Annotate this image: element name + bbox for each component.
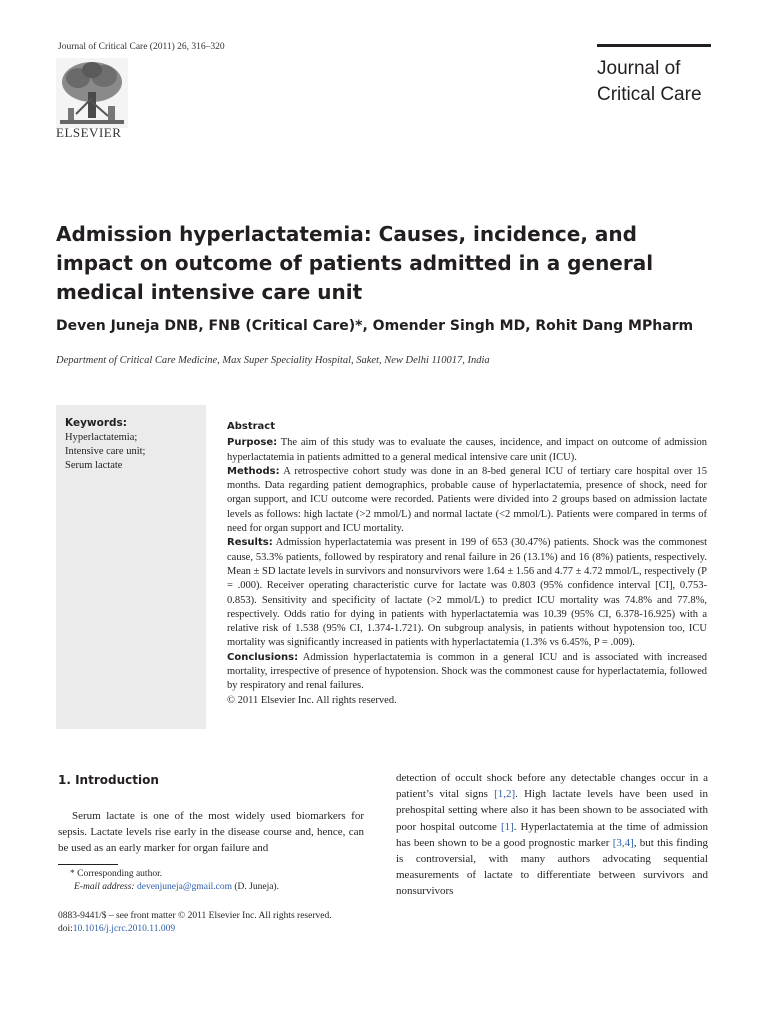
conclusions-label: Conclusions: [227,651,299,663]
front-matter-info [58,910,332,936]
section-heading-introduction: 1. Introduction [58,773,159,787]
abstract-results [227,536,707,650]
intro-text: , but this finding is controversial, with many authors advocating sequential measurements of lactate to differentiate between survivors and nonsurvivors [396,836,708,898]
methods-text: A retrospective cohort study was done in an 8-bed general ICU of tertiary care hospital over 15 months. Data regarding patient demographics, probable cause of hyperlactatemia, presence of shock, need for organ support, and ICU outcome were recorded. Patients were divided into 2 groups based on admission lactate levels as follows: high lactate (>2 mmol/L) and normal lactate (<2 mmol/L). Patients were compared in terms of need for organ support and ICU mortality. [227,465,707,535]
footnote-rule [58,864,118,865]
doi-label: doi: [58,924,73,934]
journal-title-line1: Journal of [597,58,681,79]
doi-link[interactable]: 10.1016/j.jcrc.2010.11.009 [72,924,176,934]
keywords-heading: Keywords: [65,417,127,429]
keyword-item: Intensive care unit; [65,446,146,457]
email-label: E-mail address: [74,882,135,892]
intro-text: . High lactate levels have been used in prehospital setting where also it has been shown to be associated with poor hospital outcome [396,788,708,833]
intro-paragraph-right [396,770,708,900]
reference-link[interactable]: [1,2] [494,788,516,801]
intro-text: . Hyperlactatemia at the time of admission has been shown to be a good prognostic marker [396,820,709,849]
journal-title-rule [597,44,711,47]
publisher-name: ELSEVIER [56,125,122,140]
issn-line: 0883-9441/$ – see front matter © 2011 Elsevier Inc. All rights reserved. [58,911,332,921]
methods-label: Methods: [227,465,280,477]
author-list: Deven Juneja DNB, FNB (Critical Care)*, Omender Singh MD, Rohit Dang MPharm [56,318,694,334]
email-suffix: (D. Juneja). [232,882,279,892]
email-link[interactable]: devenjuneja@gmail.com [136,882,232,892]
doi-line [58,923,332,936]
keywords-list [65,431,145,473]
email-line [58,881,364,894]
abstract-copyright: © 2011 Elsevier Inc. All rights reserved. [227,694,397,706]
reference-link[interactable]: [1] [500,820,514,833]
abstract [227,420,707,708]
intro-text: detection of occult shock before any detectable changes occur in a patient’s vital signs [396,772,708,801]
elsevier-tree-logo [56,58,128,128]
abstract-conclusions [227,651,707,694]
purpose-label: Purpose: [227,437,278,449]
results-text: Admission hyperlactatemia was present in 199 of 653 (30.47%) patients. Shock was the commonest cause, 53.3% patients, followed by respiratory and renal failure in 26 (13.1%) and 16 (8%) patients, respectively. Mean ± SD lactate levels in survivors and nonsurvivors were 1.64 ± 1.56 and 4.77 ± 4.72 mmol/L, respectively (P = .000). Receiver operating characteristic curve for lactate was 0.803 (95% confidence interval [CI], 0.753-0.853). Sensitivity and specificity of lactate (>2 mmol/L) to predict ICU mortality was 74.8% and 77.8%, respectively. Odds ratio for dying in patients with hyperlactatemia was 10.39 (95% CI, 6.378-16.925) with a relative risk of 1.538 (95% CI, 1.374-1.721). On subgroup analysis, in patients without hypotension too, ICU mortality was significantly increased in patients with hyperlactatemia (1.3% vs 6.45%, P = .009). [227,537,707,649]
journal-title [597,56,702,108]
purpose-text: The aim of this study was to evaluate the causes, incidence, and impact on outcome of admission hyperlactatemia in patients admitted to a general medical intensive care unit (ICU). [227,437,707,463]
abstract-methods [227,465,707,536]
author-affiliation: Department of Critical Care Medicine, Max Super Speciality Hospital, Saket, New Delhi 110017, India [56,355,490,366]
keyword-item: Serum lactate [65,460,123,471]
keyword-item: Hyperlactatemia; [65,432,138,443]
journal-citation: Journal of Critical Care (2011) 26, 316–320 [58,42,225,52]
conclusions-text: Admission hyperlactatemia is common in a general ICU and is associated with increased mortality, irrespective of presence of hypotension. Shock was the commonest cause for hyperlactatemia, followed by respiratory and renal failures. [227,651,707,692]
results-label: Results: [227,537,273,549]
reference-link[interactable]: [3,4] [612,836,634,849]
journal-title-line2: Critical Care [597,84,702,105]
intro-paragraph-left: Serum lactate is one of the most widely used biomarkers for sepsis. Lactate levels rise early in the disease course and, hence, can be used as an early marker for organ failure and [58,810,364,855]
abstract-heading: Abstract [227,421,276,432]
article-title: Admission hyperlactatemia: Causes, incidence, and impact on outcome of patients admitted in a general medical intensive care unit [56,222,654,304]
abstract-purpose [227,436,707,465]
corresponding-author-note: * Corresponding author. [70,869,163,879]
footnote [58,868,364,894]
